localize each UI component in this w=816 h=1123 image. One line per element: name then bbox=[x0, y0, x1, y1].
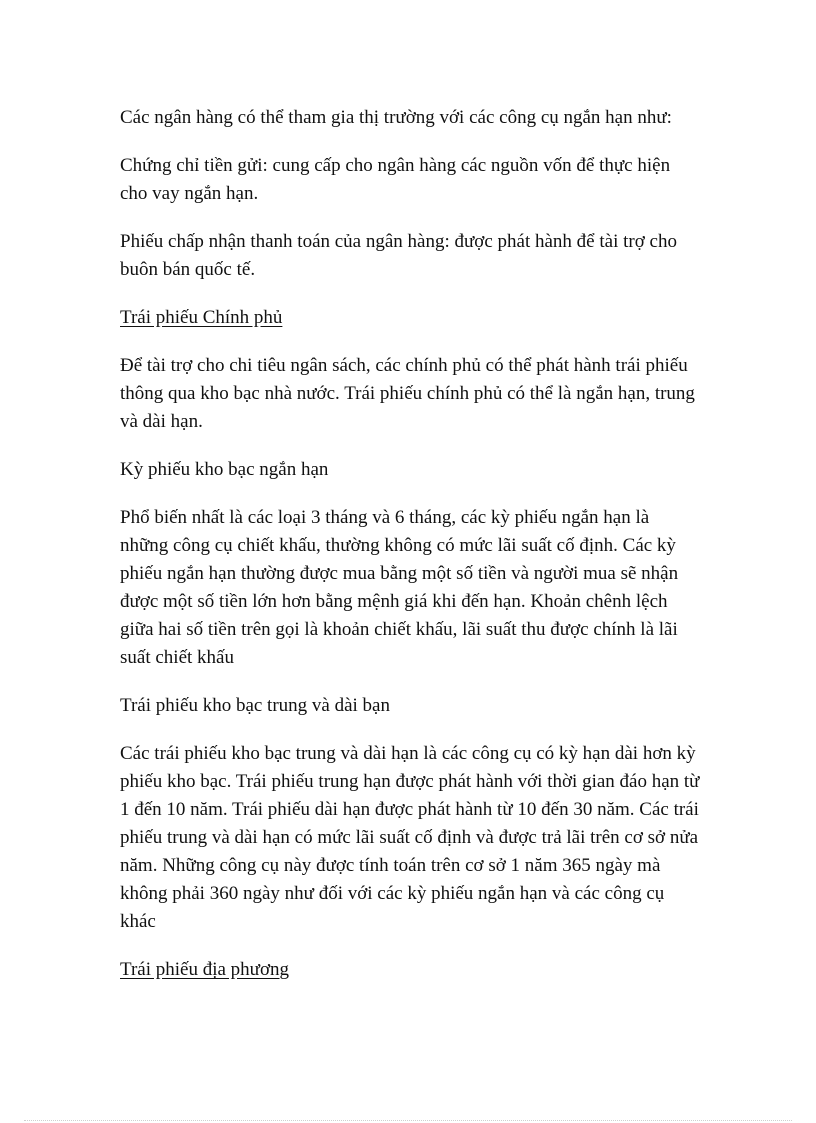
heading-government-bonds: Trái phiếu Chính phủ bbox=[120, 307, 283, 328]
paragraph-certificates-of-deposit: Chứng chỉ tiền gửi: cung cấp cho ngân hàng các nguồn vốn để thực hiện cho vay ngắn hạn. bbox=[120, 155, 671, 204]
heading-treasury-notes-bonds: Trái phiếu kho bạc trung và dài bạn bbox=[120, 695, 390, 716]
paragraph-government-bonds: Để tài trợ cho chi tiêu ngân sách, các chính phủ có thể phát hành trái phiếu thông qua kho bạc nhà nước. Trái phiếu chính phủ có thể là ngắn hạn, trung và dài hạn. bbox=[120, 355, 695, 432]
paragraph-treasury-notes-bonds: Các trái phiếu kho bạc trung và dài hạn là các công cụ có kỳ hạn dài hơn kỳ phiếu kho bạc. Trái phiếu trung hạn được phát hành với thời gian đáo hạn từ 1 đến 10 năm. Trái phiếu dài hạn được phát hành từ 10 đến 30 năm. Các trái phiếu trung và dài hạn có mức lãi suất cố định và được trả lãi trên cơ sở nửa năm. Những công cụ này được tính toán trên cơ sở 1 năm 365 ngày mà không phải 360 ngày như đối với các kỳ phiếu ngắn hạn và các công cụ khác bbox=[120, 743, 700, 932]
paragraph-treasury-bills: Phổ biến nhất là các loại 3 tháng và 6 tháng, các kỳ phiếu ngắn hạn là những công cụ chiết khấu, thường không có mức lãi suất cố định. Các kỳ phiếu ngắn hạn thường được mua bằng một số tiền và người mua sẽ nhận được một số tiền lớn hơn bằng mệnh giá khi đến hạn. Khoản chênh lệch giữa hai số tiền trên gọi là khoản chiết khấu, lãi suất thu được chính là lãi suất chiết khấu bbox=[120, 507, 679, 668]
paragraph-bankers-acceptance: Phiếu chấp nhận thanh toán của ngân hàng: được phát hành để tài trợ cho buôn bán quốc tế. bbox=[120, 231, 677, 280]
page-bottom-divider bbox=[24, 1120, 792, 1121]
heading-treasury-bills: Kỳ phiếu kho bạc ngắn hạn bbox=[120, 459, 329, 480]
heading-municipal-bonds: Trái phiếu địa phương bbox=[120, 959, 289, 980]
paragraph-bank-instruments-intro: Các ngân hàng có thể tham gia thị trường với các công cụ ngắn hạn như: bbox=[120, 107, 672, 128]
document-body bbox=[120, 104, 700, 1004]
